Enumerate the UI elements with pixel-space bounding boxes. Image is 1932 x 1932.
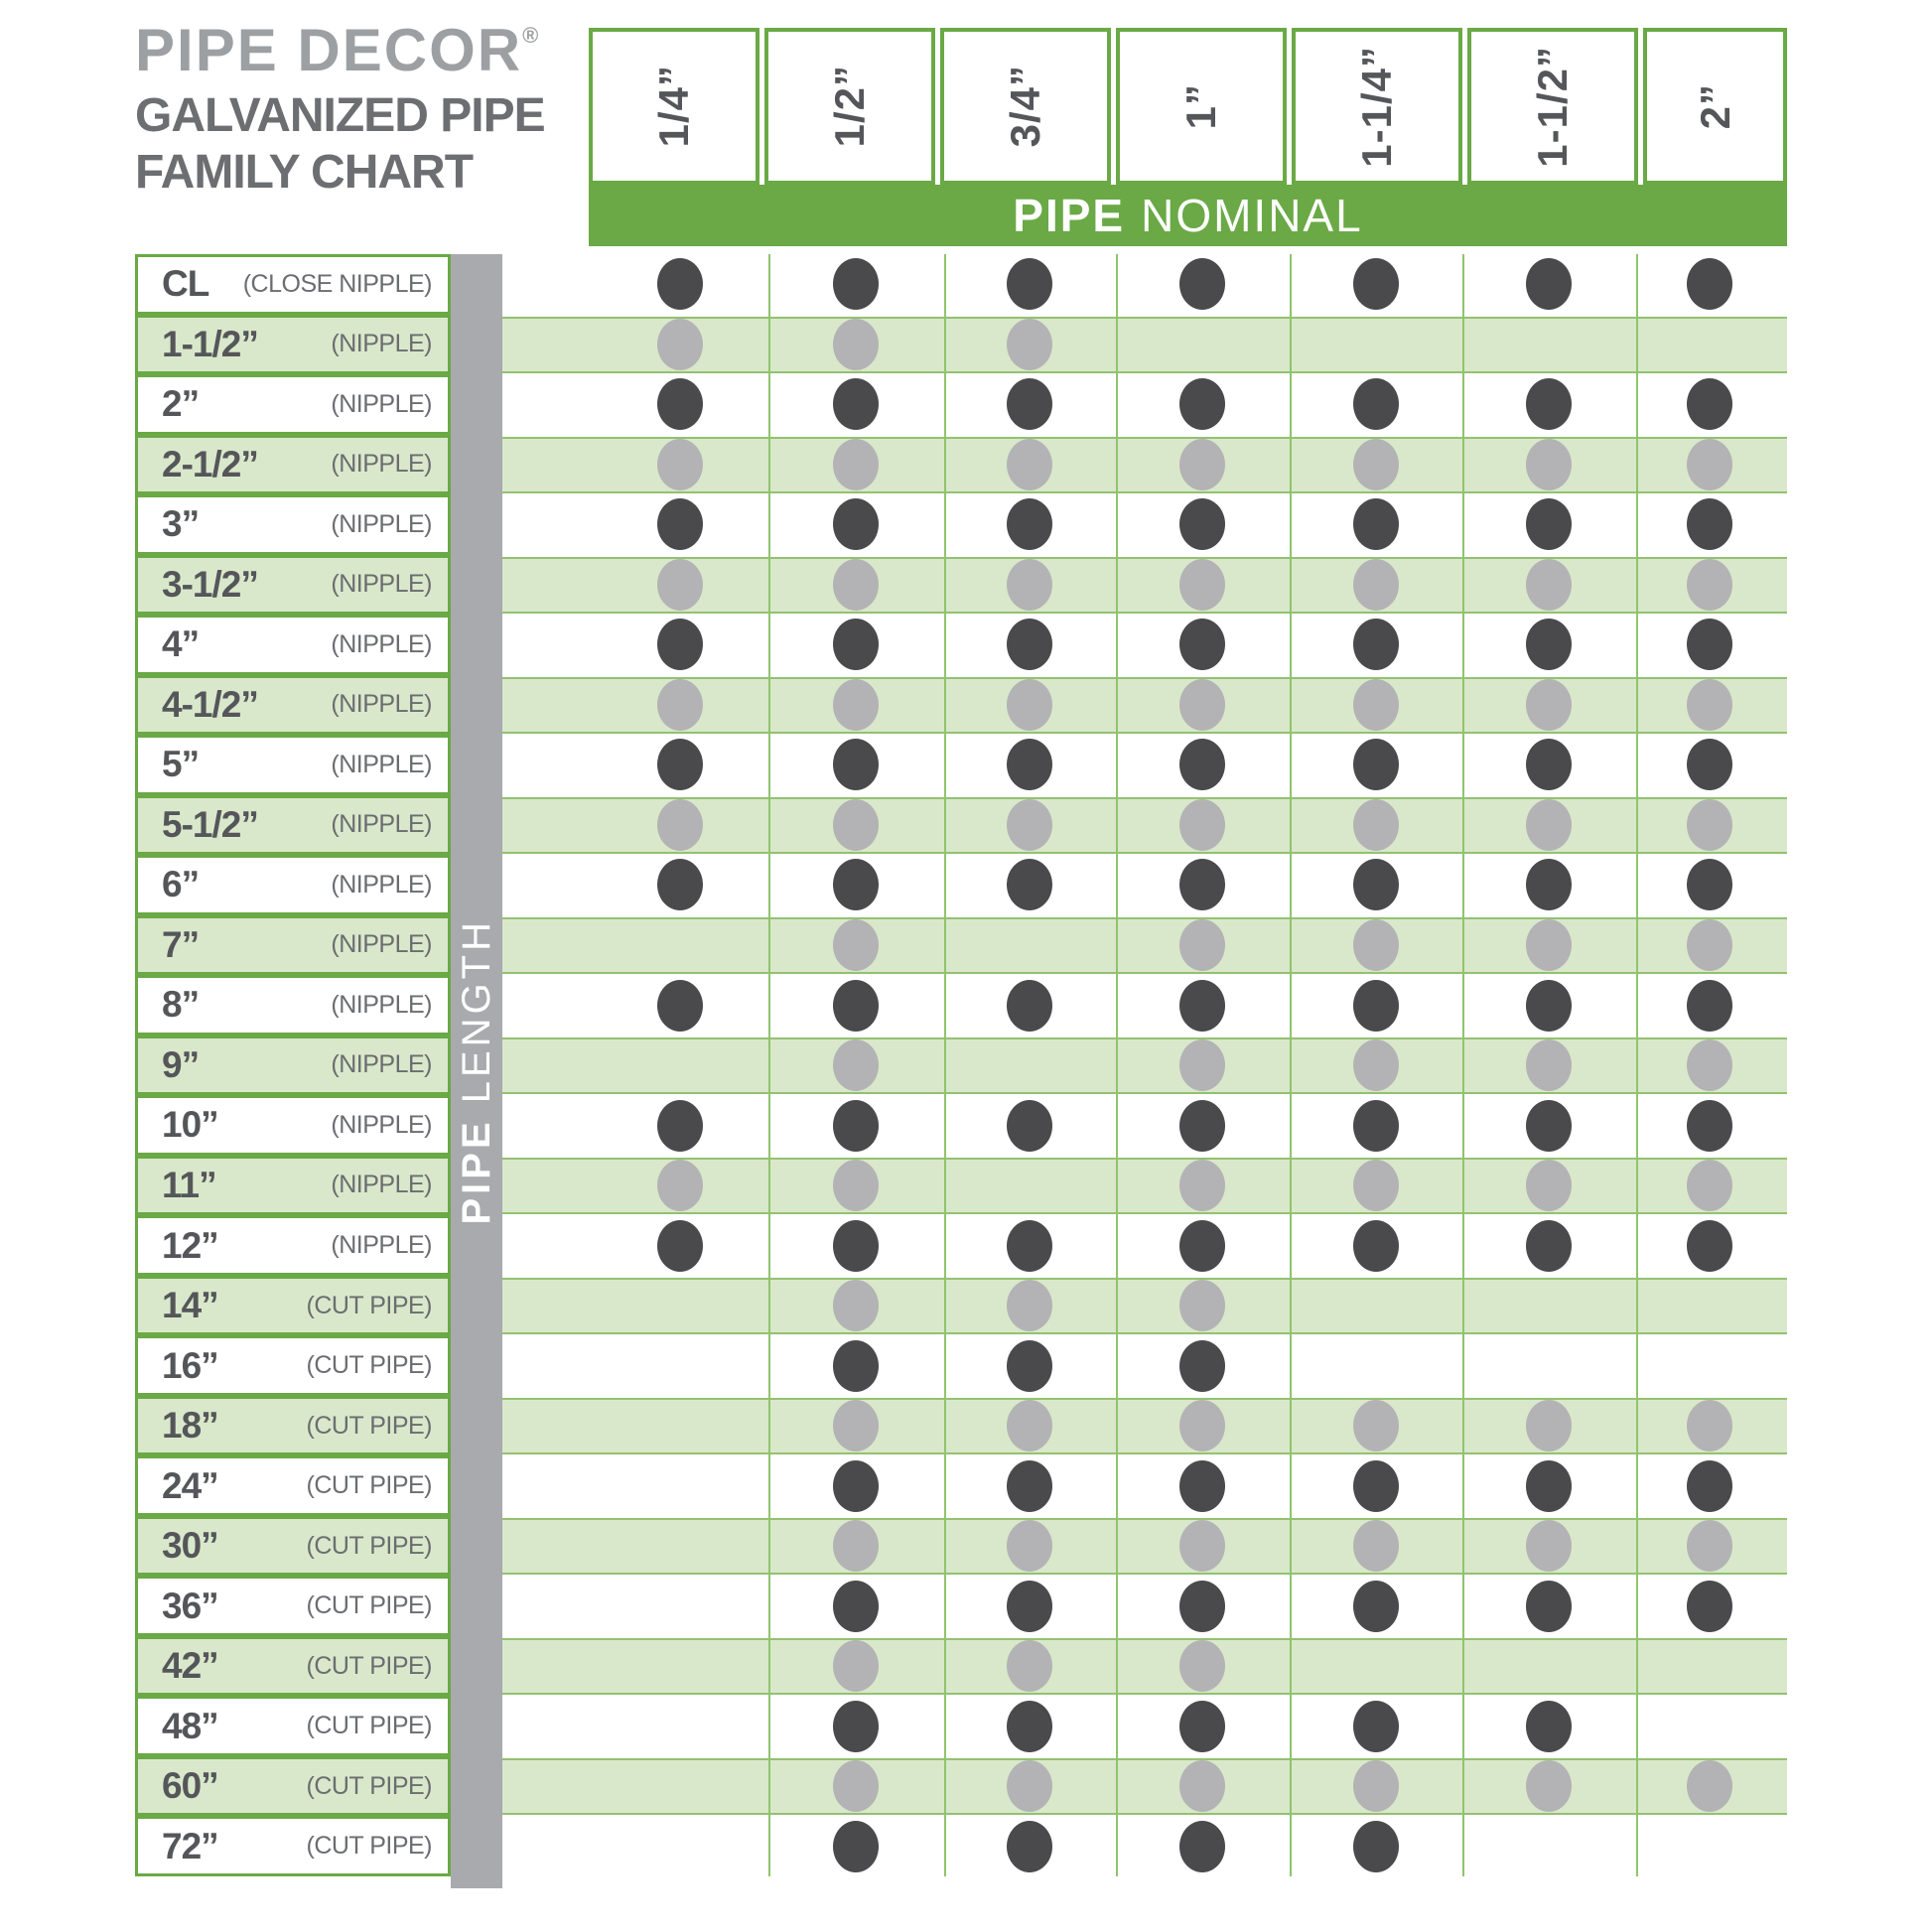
pipe-category-label: (CUT PIPE) xyxy=(306,1471,432,1500)
table-row-label xyxy=(135,1516,451,1577)
availability-dot xyxy=(1526,498,1572,550)
availability-dot xyxy=(833,319,879,370)
column-header-3 xyxy=(940,28,1111,185)
pipe-length-value: 6” xyxy=(162,864,200,905)
table-row-label xyxy=(135,1576,451,1636)
table-row-label xyxy=(135,915,451,976)
table-row-label xyxy=(135,1335,451,1396)
availability-dot xyxy=(1526,1400,1572,1451)
availability-dot xyxy=(1179,1760,1225,1812)
availability-dot xyxy=(1179,1640,1225,1692)
availability-dot xyxy=(1179,378,1225,430)
column-divider-line xyxy=(1462,254,1464,1876)
availability-dot xyxy=(1353,1701,1399,1752)
row-stripe xyxy=(502,1758,1787,1815)
pipe-category-label: (CLOSE NIPPLE) xyxy=(242,269,432,298)
pipe-category-label: (NIPPLE) xyxy=(331,330,432,358)
availability-dot xyxy=(1687,1100,1732,1152)
availability-dot xyxy=(1526,919,1572,971)
availability-dot xyxy=(1007,378,1052,430)
availability-dot xyxy=(1353,258,1399,310)
availability-dot xyxy=(833,1100,879,1152)
availability-dot xyxy=(833,1280,879,1331)
availability-dot xyxy=(1526,1701,1572,1752)
availability-dot xyxy=(1526,1581,1572,1632)
column-header-label: 1” xyxy=(1177,82,1224,130)
availability-dot xyxy=(1007,1821,1052,1872)
pipe-category-label: (NIPPLE) xyxy=(331,930,432,959)
availability-dot xyxy=(1687,1460,1732,1512)
availability-dot xyxy=(833,1760,879,1812)
table-row-label xyxy=(135,855,451,915)
table-row-label xyxy=(135,795,451,856)
pipe-length-value: 4” xyxy=(162,623,200,665)
availability-dot xyxy=(1179,1340,1225,1392)
pipe-nominal-band xyxy=(589,185,1787,246)
availability-dot xyxy=(657,378,703,430)
availability-dot xyxy=(1687,1160,1732,1211)
table-row-label xyxy=(135,1816,451,1876)
availability-dot xyxy=(1687,679,1732,731)
table-row-label xyxy=(135,615,451,675)
availability-dot xyxy=(1526,1460,1572,1512)
column-header-label: 1-1/2” xyxy=(1529,45,1576,168)
availability-dot xyxy=(833,378,879,430)
column-divider-line xyxy=(1116,254,1118,1876)
pipe-length-value: 5-1/2” xyxy=(162,803,258,845)
pipe-category-label: (NIPPLE) xyxy=(331,870,432,898)
availability-dot xyxy=(1179,1581,1225,1632)
availability-dot xyxy=(1007,1460,1052,1512)
availability-dot xyxy=(1179,1160,1225,1211)
table-row-label xyxy=(135,1636,451,1697)
pipe-length-value: 4-1/2” xyxy=(162,683,258,725)
availability-dot xyxy=(1007,799,1052,851)
availability-dot xyxy=(1353,1760,1399,1812)
pipe-length-value: 18” xyxy=(162,1405,218,1447)
availability-dot xyxy=(833,739,879,790)
pipe-length-value: 14” xyxy=(162,1285,218,1326)
column-divider-line xyxy=(1290,254,1292,1876)
availability-dot xyxy=(1526,1160,1572,1211)
availability-dot xyxy=(1179,1821,1225,1872)
availability-dot xyxy=(1007,1280,1052,1331)
availability-dot xyxy=(1179,1039,1225,1091)
availability-dot xyxy=(1007,1581,1052,1632)
availability-dot xyxy=(1007,1100,1052,1152)
pipe-length-value: 60” xyxy=(162,1765,218,1807)
availability-dot xyxy=(1687,799,1732,851)
table-row-label xyxy=(135,315,451,375)
availability-dot xyxy=(833,1160,879,1211)
availability-dot xyxy=(1687,498,1732,550)
pipe-length-band-bold: PIPE xyxy=(454,1118,498,1225)
table-row-label xyxy=(135,494,451,555)
availability-dot xyxy=(1007,1701,1052,1752)
availability-dot xyxy=(1353,1581,1399,1632)
pipe-category-label: (NIPPLE) xyxy=(331,450,432,479)
table-row-label xyxy=(135,1095,451,1156)
pipe-nominal-band-regular: NOMINAL xyxy=(1141,190,1363,241)
column-header-7 xyxy=(1643,28,1787,185)
availability-dot xyxy=(1353,799,1399,851)
availability-dot xyxy=(657,739,703,790)
pipe-length-value: 3-1/2” xyxy=(162,563,258,605)
availability-dot xyxy=(657,1100,703,1152)
chart-title-line2: FAMILY CHART xyxy=(135,146,474,199)
availability-dot xyxy=(657,619,703,670)
row-stripe xyxy=(502,917,1787,974)
row-stripe xyxy=(502,1638,1787,1695)
column-header-label: 2” xyxy=(1691,82,1738,130)
pipe-category-label: (NIPPLE) xyxy=(331,1171,432,1199)
availability-dot xyxy=(1687,1039,1732,1091)
availability-dot xyxy=(1526,1100,1572,1152)
availability-dot xyxy=(1007,1400,1052,1451)
pipe-length-band xyxy=(451,254,502,1888)
pipe-category-label: (NIPPLE) xyxy=(331,810,432,839)
availability-dot xyxy=(1007,980,1052,1032)
availability-dot xyxy=(833,980,879,1032)
table-row-label xyxy=(135,1156,451,1216)
column-header-label: 3/4” xyxy=(1002,65,1048,148)
availability-dot xyxy=(1179,258,1225,310)
availability-dot xyxy=(1007,1340,1052,1392)
availability-dot xyxy=(1526,378,1572,430)
availability-dot xyxy=(657,1220,703,1272)
pipe-nominal-column-headers xyxy=(589,28,1787,185)
availability-dot xyxy=(833,1460,879,1512)
availability-dot-grid xyxy=(502,254,1787,1876)
pipe-category-label: (NIPPLE) xyxy=(331,570,432,599)
availability-dot xyxy=(1007,1220,1052,1272)
availability-dot xyxy=(657,679,703,731)
column-header-1 xyxy=(589,28,759,185)
availability-dot xyxy=(833,1640,879,1692)
availability-dot xyxy=(1179,859,1225,910)
pipe-length-value: 12” xyxy=(162,1224,218,1266)
availability-dot xyxy=(833,679,879,731)
availability-dot xyxy=(1353,378,1399,430)
availability-dot xyxy=(833,498,879,550)
availability-dot xyxy=(1526,1520,1572,1572)
pipe-length-value: CL xyxy=(162,263,209,305)
pipe-category-label: (CUT PIPE) xyxy=(306,1351,432,1380)
availability-dot xyxy=(657,1160,703,1211)
availability-dot xyxy=(833,559,879,611)
pipe-category-label: (NIPPLE) xyxy=(331,509,432,538)
row-stripe xyxy=(502,1278,1787,1334)
availability-dot xyxy=(1179,1460,1225,1512)
availability-dot xyxy=(833,1340,879,1392)
availability-dot xyxy=(1179,498,1225,550)
availability-dot xyxy=(1687,439,1732,490)
availability-dot xyxy=(1007,619,1052,670)
pipe-length-value: 42” xyxy=(162,1645,218,1687)
availability-dot xyxy=(1179,559,1225,611)
availability-dot xyxy=(657,319,703,370)
pipe-nominal-band-bold: PIPE xyxy=(1013,190,1126,241)
availability-dot xyxy=(833,1220,879,1272)
availability-dot xyxy=(833,258,879,310)
row-stripe xyxy=(502,1398,1787,1454)
availability-dot xyxy=(1526,859,1572,910)
availability-dot xyxy=(1687,980,1732,1032)
availability-dot xyxy=(1007,1760,1052,1812)
availability-dot xyxy=(1353,679,1399,731)
table-row-label xyxy=(135,1696,451,1756)
availability-dot xyxy=(657,439,703,490)
availability-dot xyxy=(1353,1220,1399,1272)
pipe-length-value: 30” xyxy=(162,1525,218,1567)
availability-dot xyxy=(833,1821,879,1872)
availability-dot xyxy=(1179,1220,1225,1272)
availability-dot xyxy=(1526,439,1572,490)
table-row-label xyxy=(135,374,451,435)
pipe-category-label: (CUT PIPE) xyxy=(306,1651,432,1680)
availability-dot xyxy=(1007,859,1052,910)
chart-title-line1: GALVANIZED PIPE xyxy=(135,89,545,142)
availability-dot xyxy=(657,498,703,550)
availability-dot xyxy=(1687,619,1732,670)
availability-dot xyxy=(1353,1100,1399,1152)
chart-title xyxy=(135,87,545,201)
pipe-length-value: 1-1/2” xyxy=(162,323,258,364)
availability-dot xyxy=(1526,1760,1572,1812)
brand-logo xyxy=(135,16,538,84)
availability-dot xyxy=(1353,1160,1399,1211)
availability-dot xyxy=(1179,1280,1225,1331)
availability-dot xyxy=(1179,739,1225,790)
table-row-label xyxy=(135,254,451,315)
availability-dot xyxy=(1526,739,1572,790)
availability-dot xyxy=(1687,1760,1732,1812)
pipe-length-value: 11” xyxy=(162,1164,216,1205)
availability-dot xyxy=(1687,378,1732,430)
availability-dot xyxy=(1353,1821,1399,1872)
availability-dot xyxy=(833,619,879,670)
availability-dot xyxy=(1007,1520,1052,1572)
pipe-length-row-labels xyxy=(135,254,451,1876)
availability-dot xyxy=(1687,559,1732,611)
table-row-label xyxy=(135,675,451,736)
availability-dot xyxy=(1179,799,1225,851)
pipe-category-label: (CUT PIPE) xyxy=(306,1591,432,1620)
availability-dot xyxy=(1353,439,1399,490)
table-row-label xyxy=(135,1276,451,1336)
availability-dot xyxy=(1526,679,1572,731)
column-header-label: 1/4” xyxy=(650,65,697,148)
availability-dot xyxy=(1526,1039,1572,1091)
pipe-length-value: 7” xyxy=(162,923,200,965)
pipe-category-label: (NIPPLE) xyxy=(331,690,432,719)
pipe-category-label: (NIPPLE) xyxy=(331,1110,432,1139)
pipe-category-label: (NIPPLE) xyxy=(331,389,432,418)
availability-dot xyxy=(1526,619,1572,670)
availability-dot xyxy=(1353,919,1399,971)
availability-dot xyxy=(1526,980,1572,1032)
pipe-category-label: (CUT PIPE) xyxy=(306,1771,432,1800)
pipe-length-value: 9” xyxy=(162,1043,200,1085)
table-row-label xyxy=(135,975,451,1035)
pipe-category-label: (CUT PIPE) xyxy=(306,1712,432,1740)
pipe-length-value: 72” xyxy=(162,1825,218,1866)
pipe-length-value: 48” xyxy=(162,1705,218,1746)
availability-dot xyxy=(833,919,879,971)
pipe-category-label: (CUT PIPE) xyxy=(306,1832,432,1861)
pipe-length-value: 3” xyxy=(162,503,200,545)
column-header-2 xyxy=(764,28,935,185)
availability-dot xyxy=(657,559,703,611)
availability-dot xyxy=(1353,1400,1399,1451)
pipe-length-value: 2-1/2” xyxy=(162,443,258,484)
registered-trademark-symbol: ® xyxy=(522,23,539,48)
availability-dot xyxy=(1687,919,1732,971)
availability-dot xyxy=(833,1520,879,1572)
availability-dot xyxy=(1179,679,1225,731)
availability-dot xyxy=(1179,919,1225,971)
row-stripe xyxy=(502,1518,1787,1575)
availability-dot xyxy=(1687,1220,1732,1272)
availability-dot xyxy=(1007,498,1052,550)
availability-dot xyxy=(1353,559,1399,611)
availability-dot xyxy=(833,1701,879,1752)
availability-dot xyxy=(657,980,703,1032)
availability-dot xyxy=(657,799,703,851)
pipe-length-value: 8” xyxy=(162,984,200,1026)
pipe-category-label: (CUT PIPE) xyxy=(306,1411,432,1440)
pipe-category-label: (NIPPLE) xyxy=(331,990,432,1019)
availability-dot xyxy=(1526,559,1572,611)
availability-dot xyxy=(1687,859,1732,910)
availability-dot xyxy=(1526,1220,1572,1272)
availability-dot xyxy=(1353,498,1399,550)
pipe-length-value: 10” xyxy=(162,1104,218,1146)
column-header-label: 1/2” xyxy=(826,65,873,148)
availability-dot xyxy=(833,1581,879,1632)
availability-dot xyxy=(1179,1400,1225,1451)
table-row-label xyxy=(135,1756,451,1817)
availability-dot xyxy=(1007,439,1052,490)
availability-dot xyxy=(1179,980,1225,1032)
availability-dot xyxy=(833,1400,879,1451)
availability-dot xyxy=(657,258,703,310)
table-row-label xyxy=(135,555,451,616)
pipe-length-value: 24” xyxy=(162,1464,218,1506)
availability-dot xyxy=(1687,1520,1732,1572)
availability-dot xyxy=(1007,559,1052,611)
column-header-label: 1-1/4” xyxy=(1353,45,1400,168)
column-divider-line xyxy=(1636,254,1638,1876)
availability-dot xyxy=(1353,1460,1399,1512)
brand-logo-text: PIPE DECOR xyxy=(135,17,523,83)
table-row-label xyxy=(135,1455,451,1516)
availability-dot xyxy=(1526,258,1572,310)
table-row-label xyxy=(135,1396,451,1456)
availability-dot xyxy=(1179,439,1225,490)
pipe-length-value: 16” xyxy=(162,1344,218,1386)
availability-dot xyxy=(1179,619,1225,670)
availability-dot xyxy=(833,439,879,490)
column-header-5 xyxy=(1292,28,1462,185)
availability-dot xyxy=(833,859,879,910)
availability-dot xyxy=(1179,1701,1225,1752)
availability-dot xyxy=(1526,799,1572,851)
availability-dot xyxy=(1179,1520,1225,1572)
availability-dot xyxy=(1007,1640,1052,1692)
table-row-label xyxy=(135,1035,451,1096)
row-stripe xyxy=(502,1037,1787,1094)
pipe-length-band-text xyxy=(455,918,499,1225)
availability-dot xyxy=(1179,1100,1225,1152)
availability-dot xyxy=(1687,1581,1732,1632)
availability-dot xyxy=(1353,1039,1399,1091)
availability-dot xyxy=(1007,319,1052,370)
column-divider-line xyxy=(768,254,770,1876)
availability-dot xyxy=(1687,1400,1732,1451)
availability-dot xyxy=(1007,739,1052,790)
availability-dot xyxy=(1353,619,1399,670)
availability-dot xyxy=(1687,739,1732,790)
availability-dot xyxy=(1007,679,1052,731)
pipe-category-label: (NIPPLE) xyxy=(331,750,432,778)
availability-dot xyxy=(1353,1520,1399,1572)
pipe-length-value: 5” xyxy=(162,744,200,785)
availability-dot xyxy=(1007,258,1052,310)
column-header-4 xyxy=(1116,28,1287,185)
pipe-category-label: (CUT PIPE) xyxy=(306,1291,432,1319)
pipe-category-label: (NIPPLE) xyxy=(331,1231,432,1259)
column-header-6 xyxy=(1467,28,1638,185)
pipe-length-value: 2” xyxy=(162,383,200,425)
availability-dot xyxy=(1353,739,1399,790)
availability-dot xyxy=(657,859,703,910)
availability-dot xyxy=(833,799,879,851)
availability-dot xyxy=(833,1039,879,1091)
availability-dot xyxy=(1353,980,1399,1032)
pipe-category-label: (NIPPLE) xyxy=(331,629,432,658)
availability-dot xyxy=(1687,258,1732,310)
availability-dot xyxy=(1353,859,1399,910)
pipe-length-band-regular: LENGTH xyxy=(454,917,498,1103)
pipe-category-label: (NIPPLE) xyxy=(331,1050,432,1079)
pipe-length-value: 36” xyxy=(162,1585,218,1626)
column-divider-line xyxy=(944,254,946,1876)
pipe-category-label: (CUT PIPE) xyxy=(306,1531,432,1560)
table-row-label xyxy=(135,1215,451,1276)
table-row-label xyxy=(135,735,451,795)
table-row-label xyxy=(135,435,451,495)
